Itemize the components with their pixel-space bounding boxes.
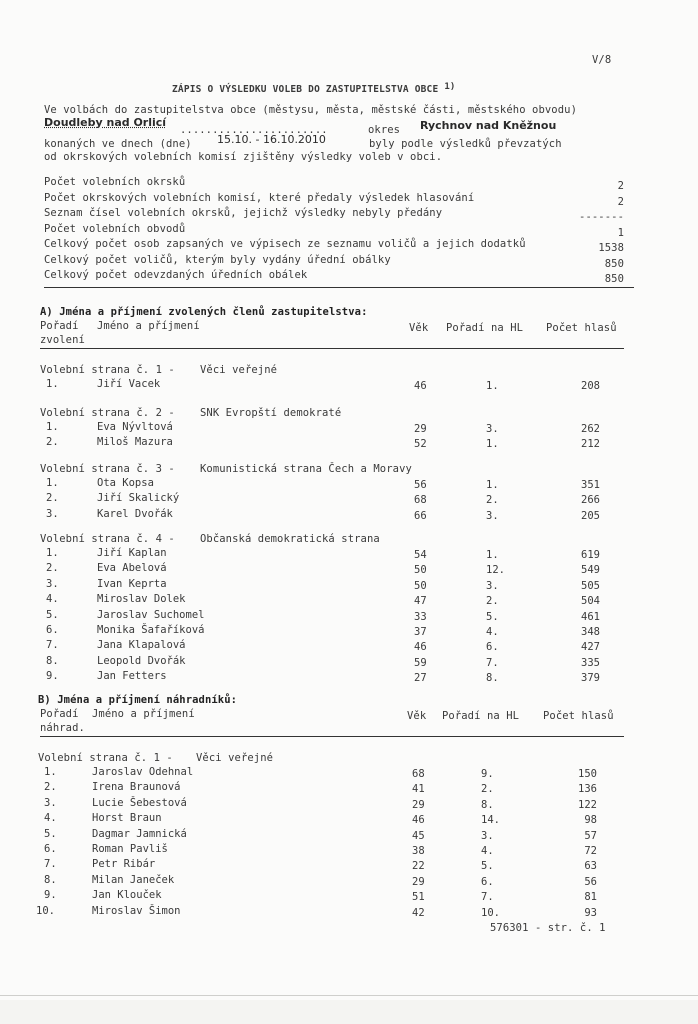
row-order: 3. [46, 507, 59, 520]
row-age: 46 [412, 814, 425, 827]
row-age: 33 [414, 610, 427, 623]
row-order: 2. [46, 436, 59, 449]
row-age: 41 [412, 783, 425, 796]
table-row [0, 624, 698, 638]
stat-value: 850 [604, 273, 624, 285]
intro-line-3-prefix: konaných ve dnech (dne) [44, 138, 192, 150]
row-age: 37 [414, 626, 427, 638]
row-order: 1. [44, 766, 57, 778]
row-name: Monika Šafaříková [97, 624, 205, 636]
row-name: Jaroslav Odehnal [92, 766, 194, 778]
stat-value: 1538 [598, 242, 624, 254]
section-b-col-votes: Počet hlasů [543, 710, 614, 722]
row-votes: 619 [581, 549, 600, 561]
row-age: 42 [412, 906, 425, 919]
okres-label: okres [368, 124, 401, 136]
row-age: 68 [412, 768, 425, 780]
row-name: Ivan Keprta [97, 577, 167, 590]
table-row [0, 766, 698, 780]
row-votes: 81 [584, 891, 597, 904]
table-row [0, 843, 698, 857]
stat-label: Počet volebních okrsků [44, 176, 186, 188]
table-row [0, 547, 698, 561]
row-name: Miroslav Šimon [92, 904, 181, 917]
table-row [0, 889, 698, 903]
party-name: Věci veřejné [200, 364, 278, 376]
row-order: 1. [46, 547, 59, 559]
row-hl-rank: 4. [481, 845, 494, 857]
row-order: 1. [46, 421, 59, 433]
row-order: 7. [46, 639, 59, 652]
row-age: 29 [414, 423, 427, 435]
stat-label: Počet okrskových volebních komisí, které předaly výsledek hlasování [44, 191, 475, 204]
row-name: Irena Braunová [92, 781, 181, 794]
row-hl-rank: 4. [486, 626, 499, 638]
row-votes: 122 [578, 798, 597, 811]
row-votes: 348 [581, 626, 600, 638]
row-age: 29 [412, 875, 425, 888]
row-votes: 208 [581, 380, 600, 392]
row-name: Jiří Kaplan [97, 547, 167, 559]
row-name: Horst Braun [92, 812, 162, 825]
row-age: 46 [414, 380, 427, 392]
row-order: 6. [46, 624, 59, 636]
row-order: 2. [46, 562, 59, 575]
row-age: 47 [414, 595, 427, 608]
row-name: Eva Abelová [97, 562, 167, 575]
row-votes: 63 [584, 860, 597, 873]
row-order: 8. [46, 654, 59, 667]
row-votes: 505 [581, 579, 600, 592]
intro-line-1: Ve volbách do zastupitelstva obce (městysu, města, městské části, městského obvodu) [44, 104, 577, 116]
row-votes: 461 [581, 610, 600, 623]
party-name: Občanská demokratická strana [200, 533, 380, 545]
divider [40, 736, 624, 737]
row-hl-rank: 3. [486, 579, 499, 592]
row-age: 45 [412, 829, 425, 842]
election-dates: 15.10. - 16.10.2010 [217, 133, 326, 146]
table-row [0, 562, 698, 576]
page-footer: 576301 - str. č. 1 [490, 922, 606, 934]
row-votes: 549 [581, 564, 600, 577]
table-row [0, 421, 698, 435]
row-hl-rank: 8. [481, 798, 494, 811]
row-order: 6. [44, 843, 57, 855]
row-hl-rank: 7. [481, 891, 494, 904]
section-b-heading: B) Jména a příjmení náhradníků: [38, 694, 238, 706]
document-title [172, 84, 456, 95]
row-votes: 72 [584, 845, 597, 857]
table-row [0, 828, 698, 842]
row-name: Ota Kopsa [97, 477, 154, 489]
table-row [0, 477, 698, 491]
row-name: Milan Janeček [92, 873, 175, 886]
party-name: Komunistická strana Čech a Moravy [200, 463, 412, 475]
row-name: Leopold Dvořák [97, 654, 186, 667]
table-row [0, 378, 698, 392]
table-row [0, 508, 698, 522]
table-row [0, 874, 698, 888]
party-label: Volební strana č. 3 - [40, 463, 175, 475]
row-hl-rank: 5. [481, 860, 494, 873]
party-label: Volební strana č. 1 - [40, 364, 175, 376]
municipality-name: Doudleby nad Orlicí [44, 116, 167, 129]
row-hl-rank: 7. [486, 656, 499, 669]
stat-label: Celkový počet osob zapsaných ve výpisech ze seznamu voličů a jejich dodatků [44, 238, 526, 250]
stat-value: ------- [579, 211, 624, 223]
row-hl-rank: 3. [486, 423, 499, 435]
row-hl-rank: 6. [486, 641, 499, 654]
row-age: 66 [414, 509, 427, 522]
section-a-col-order: Pořadí [40, 320, 79, 332]
table-row [0, 609, 698, 623]
row-votes: 212 [581, 438, 600, 451]
stat-value: 2 [617, 195, 624, 208]
row-votes: 98 [584, 814, 597, 827]
section-b-col-hl: Pořadí na HL [442, 710, 520, 722]
row-age: 51 [412, 891, 425, 904]
row-hl-rank: 2. [481, 783, 494, 796]
row-order: 1. [46, 477, 59, 489]
section-b-col-order: Pořadí [40, 708, 79, 720]
row-order: 4. [46, 593, 59, 606]
table-row [0, 670, 698, 684]
row-name: Miloš Mazura [97, 436, 173, 449]
section-b-col-order-2: náhrad. [40, 722, 85, 734]
stat-value: 1 [617, 226, 624, 239]
document-title-text: ZÁPIS O VÝSLEDKU VOLEB DO ZASTUPITELSTVA OBCE [172, 84, 439, 95]
row-votes: 205 [581, 509, 600, 522]
divider [44, 287, 634, 288]
row-hl-rank: 10. [481, 906, 500, 919]
row-order: 8. [44, 873, 57, 886]
row-hl-rank: 12. [486, 564, 505, 577]
row-order: 9. [44, 889, 57, 902]
row-name: Jana Klapalová [97, 639, 186, 652]
row-votes: 266 [581, 494, 600, 507]
table-row [0, 858, 698, 872]
row-order: 5. [44, 827, 57, 840]
row-order: 2. [44, 781, 57, 794]
row-hl-rank: 14. [481, 814, 500, 827]
row-age: 29 [412, 798, 425, 811]
row-votes: 93 [584, 906, 597, 919]
row-name: Dagmar Jamnická [92, 827, 187, 840]
row-hl-rank: 8. [486, 672, 499, 685]
page-id: V/8 [592, 54, 612, 66]
row-hl-rank: 2. [486, 494, 499, 507]
row-age: 50 [414, 564, 427, 577]
row-votes: 57 [584, 829, 597, 842]
row-name: Roman Pavliš [92, 843, 168, 855]
stat-label: Seznam čísel volebních okrsků, jejichž výsledky nebyly předány [44, 207, 443, 219]
row-name: Lucie Šebestová [92, 796, 187, 809]
row-votes: 136 [578, 783, 597, 796]
row-order: 3. [44, 796, 57, 809]
table-row [0, 593, 698, 607]
party-label: Volební strana č. 4 - [40, 533, 175, 545]
row-hl-rank: 1. [486, 479, 499, 491]
row-order: 9. [46, 670, 59, 683]
section-a-col-votes: Počet hlasů [546, 322, 617, 334]
row-name: Miroslav Dolek [97, 593, 186, 606]
row-hl-rank: 1. [486, 549, 499, 561]
row-age: 52 [414, 438, 427, 451]
table-row [0, 639, 698, 653]
stat-value: 2 [617, 180, 624, 192]
row-hl-rank: 6. [481, 875, 494, 888]
row-name: Jaroslav Suchomel [97, 608, 205, 621]
row-hl-rank: 1. [486, 380, 499, 392]
table-row [0, 492, 698, 506]
section-a-col-name: Jméno a příjmení [97, 320, 200, 332]
row-votes: 262 [581, 423, 600, 435]
district-name: Rychnov nad Kněžnou [420, 119, 557, 132]
row-order: 7. [44, 858, 57, 871]
row-name: Karel Dvořák [97, 507, 173, 520]
table-row [0, 781, 698, 795]
row-order: 2. [46, 492, 59, 505]
row-votes: 56 [584, 875, 597, 888]
section-b-col-age: Věk [407, 710, 427, 722]
row-votes: 427 [581, 641, 600, 654]
row-name: Petr Ribár [92, 858, 156, 871]
row-age: 50 [414, 579, 427, 592]
table-row [0, 905, 698, 919]
stat-label: Počet volebních obvodů [44, 222, 186, 235]
title-footnote-mark: 1) [444, 82, 456, 92]
divider [40, 348, 624, 349]
party-label: Volební strana č. 1 - [38, 752, 173, 764]
row-votes: 351 [581, 479, 600, 491]
section-b-col-name: Jméno a příjmení [92, 708, 195, 720]
row-hl-rank: 3. [486, 509, 499, 522]
party-name: Věci veřejné [196, 752, 274, 764]
scan-edge [0, 995, 698, 996]
row-age: 54 [414, 549, 427, 561]
row-order: 1. [46, 378, 59, 390]
section-a-heading: A) Jména a příjmení zvolených členů zastupitelstva: [40, 306, 368, 318]
row-order: 5. [46, 608, 59, 621]
table-row [0, 797, 698, 811]
row-hl-rank: 9. [481, 768, 494, 780]
stat-value: 850 [604, 257, 624, 270]
row-age: 46 [414, 641, 427, 654]
row-age: 56 [414, 479, 427, 491]
row-hl-rank: 1. [486, 438, 499, 451]
table-row [0, 655, 698, 669]
row-hl-rank: 2. [486, 595, 499, 608]
row-name: Jan Fetters [97, 670, 167, 683]
row-hl-rank: 3. [481, 829, 494, 842]
party-label: Volební strana č. 2 - [40, 407, 175, 419]
section-a-col-order-2: zvolení [40, 334, 85, 346]
row-order: 3. [46, 577, 59, 590]
party-name: SNK Evropští demokraté [200, 407, 342, 419]
row-name: Jiří Skalický [97, 492, 180, 505]
section-a-col-age: Věk [409, 322, 429, 334]
intro-dots: ....................... [180, 124, 328, 136]
row-hl-rank: 5. [486, 610, 499, 623]
row-age: 59 [414, 656, 427, 669]
row-age: 22 [412, 860, 425, 873]
row-name: Jiří Vacek [97, 378, 161, 390]
row-age: 27 [414, 672, 427, 685]
row-age: 38 [412, 845, 425, 857]
intro-line-3-suffix: byly podle výsledků převzatých [369, 138, 562, 150]
row-votes: 379 [581, 672, 600, 685]
section-a-col-hl: Pořadí na HL [446, 322, 524, 334]
table-row [0, 812, 698, 826]
row-age: 68 [414, 494, 427, 507]
stat-label: Celkový počet voličů, kterým byly vydány úřední obálky [44, 253, 391, 266]
table-row [0, 578, 698, 592]
row-name: Jan Klouček [92, 889, 162, 902]
row-name: Eva Nývltová [97, 421, 173, 433]
intro-line-4: od okrskových volebních komisí zjištěny výsledky voleb v obci. [44, 151, 443, 163]
row-votes: 150 [578, 768, 597, 780]
row-order: 10. [36, 904, 55, 917]
row-order: 4. [44, 812, 57, 825]
row-votes: 335 [581, 656, 600, 669]
table-row [0, 436, 698, 450]
row-votes: 504 [581, 595, 600, 608]
stat-label: Celkový počet odevzdaných úředních obálek [44, 269, 308, 281]
